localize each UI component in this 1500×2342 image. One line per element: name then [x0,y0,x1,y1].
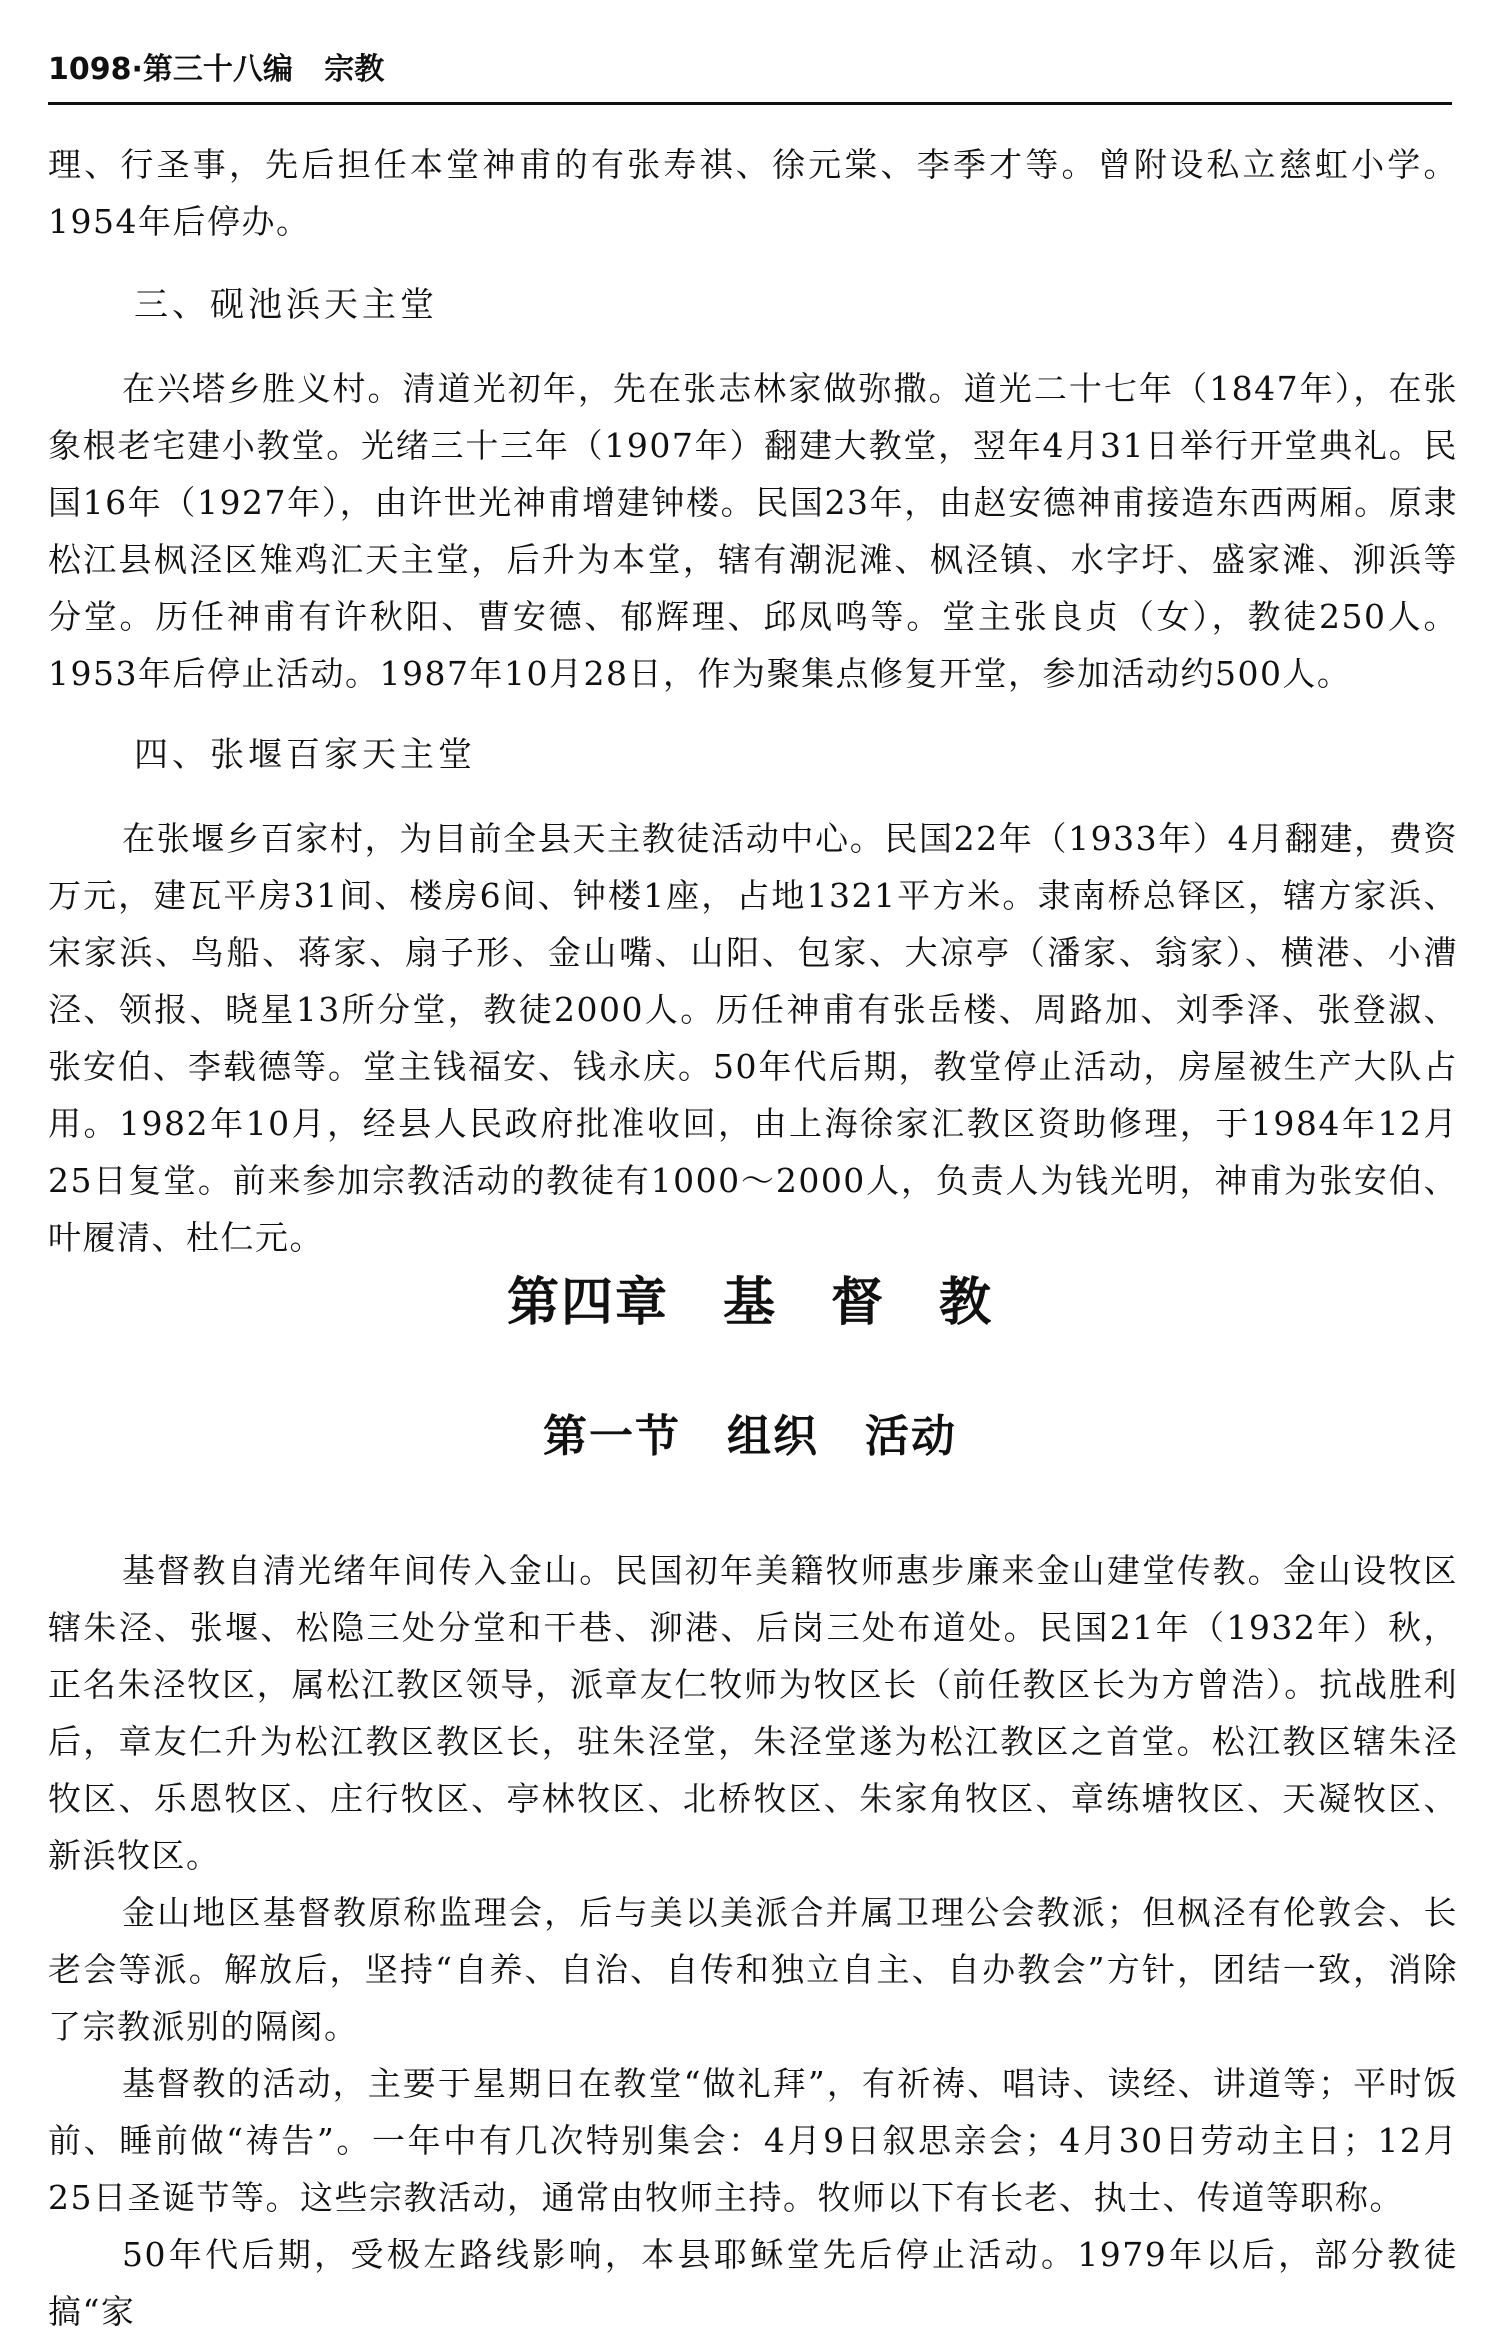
section1-paragraph-2: 金山地区基督教原称监理会，后与美以美派合并属卫理公会教派；但枫泾有伦敦会、长老会等派。解放后，坚持“自养、自治、自传和独立自主、自办教会”方针，团结一致，消除了宗教派别的隔阂。 [48,1893,1458,2046]
zhangyan-paragraph: 在张堰乡百家村，为目前全县天主教徒活动中心。民国22年（1933年）4月翻建，费资万元，建瓦平房31间、楼房6间、钟楼1座，占地1321平方米。隶南桥总铎区，辖方家浜、宋家浜、鸟船、蒋家、扇子形、金山嘴、山阳、包家、大凉亭（潘家、翁家）、横港、小漕泾、领报、晓星13所分堂，教徒2000人。历任神甫有张岳楼、周路加、刘季泽、张登淑、张安伯、李载德等。堂主钱福安、钱永庆。50年代后期，教堂停止活动，房屋被生产大队占用。1982年10月，经县人民政府批准收回，由上海徐家汇教区资助修理，于1984年12月25日复堂。前来参加宗教活动的教徒有1000～2000人，负责人为钱光明，神甫为张安伯、叶履清、杜仁元。 [48,819,1458,1257]
intro-paragraph: 理、行圣事，先后担任本堂神甫的有张寿祺、徐元棠、李季才等。曾附设私立慈虹小学。1954年后停办。 [48,145,1458,241]
heading-yanchibang-church: 三、砚池浜天主堂 [134,285,438,325]
part-title: 第三十八编 [142,52,293,87]
section1-paragraph-1: 基督教自清光绪年间传入金山。民国初年美籍牧师惠步廉来金山建堂传教。金山设牧区辖朱泾、张堰、松隐三处分堂和干巷、泖港、后岗三处布道处。民国21年（1932年）秋，正名朱泾牧区，属松江教区领导，派章友仁牧师为牧区长（前任教区长为方曾浩）。抗战胜利后，章友仁升为松江教区教区长，驻朱泾堂，朱泾堂遂为松江教区之首堂。松江教区辖朱泾牧区、乐恩牧区、庄行牧区、亭林牧区、北桥牧区、朱家角牧区、章练塘牧区、天凝牧区、新浜牧区。 [48,1551,1458,1875]
section-title: 第一节 组织 活动 [543,1411,957,1462]
intro-block [48,136,1458,250]
header-separator: · [131,52,143,87]
yanchibang-block [48,360,1458,702]
header-gap [293,42,324,98]
section1-block [48,1542,1458,2340]
section1-paragraph-3: 基督教的活动，主要于星期日在教堂“做礼拜”，有祈祷、唱诗、读经、讲道等；平时饭前、睡前做“祷告”。一年中有几次特别集会：4月9日叙思亲会；4月30日劳动主日；12月25日圣诞节等。这些宗教活动，通常由牧师主持。牧师以下有长老、执士、传道等职称。 [48,2064,1458,2217]
zhangyan-block [48,810,1458,1266]
page-number: 1098 [48,52,132,87]
yanchibang-paragraph: 在兴塔乡胜义村。清道光初年，先在张志林家做弥撒。道光二十七年（1847年），在张象根老宅建小教堂。光绪三十三年（1907年）翻建大教堂，翌年4月31日举行开堂典礼。民国16年（1927年），由许世光神甫增建钟楼。民国23年，由赵安德神甫接造东西两厢。原隶松江县枫泾区雉鸡汇天主堂，后升为本堂，辖有潮泥滩、枫泾镇、水字圩、盛家滩、泖浜等分堂。历任神甫有许秋阳、曹安德、郁辉理、邱凤鸣等。堂主张良贞（女），教徒250人。1953年后停止活动。1987年10月28日，作为聚集点修复开堂，参加活动约500人。 [48,369,1458,693]
chapter-title: 第四章 基 督 教 [506,1273,993,1333]
section1-paragraph-4: 50年代后期，受极左路线影响，本县耶稣堂先后停止活动。1979年以后，部分教徒搞“家 [48,2235,1458,2331]
section-name: 宗教 [324,52,385,87]
running-header [48,42,1452,105]
heading-zhangyan-baijia-church: 四、张堰百家天主堂 [134,735,476,775]
